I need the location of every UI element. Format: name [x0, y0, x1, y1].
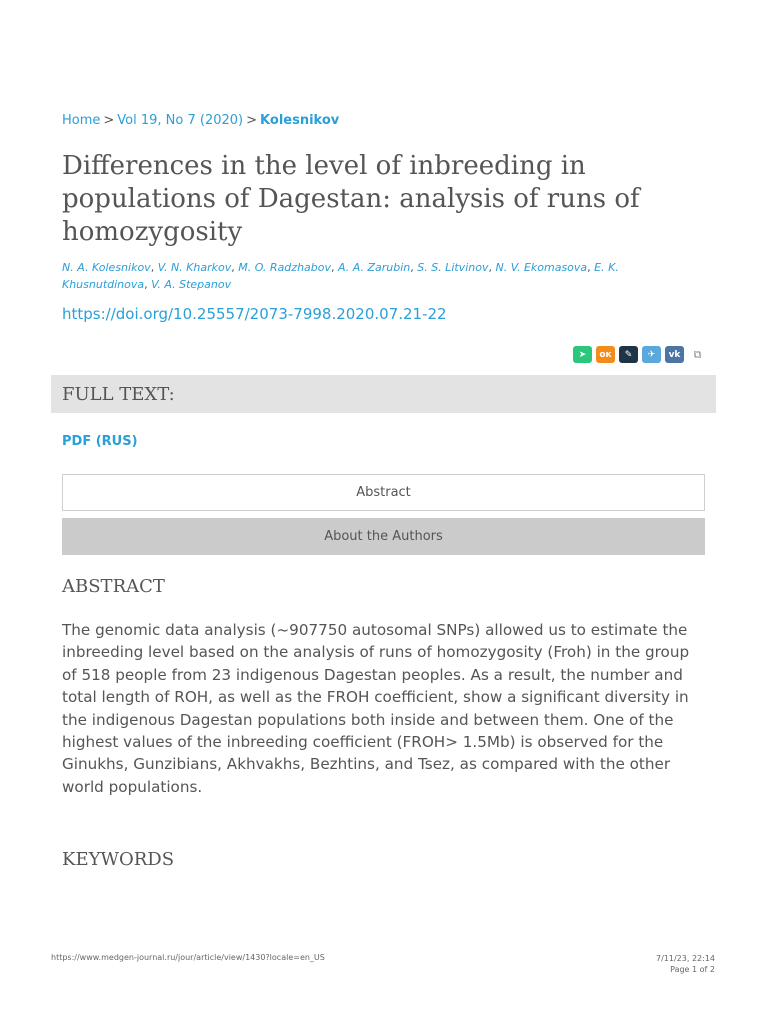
author-separator: ,	[488, 261, 496, 274]
author-separator: ,	[331, 261, 338, 274]
tab-abstract[interactable]: Abstract	[62, 474, 705, 511]
vk-icon[interactable]: vk	[665, 346, 684, 363]
full-text-heading: FULL TEXT:	[62, 384, 175, 405]
author-link[interactable]: M. O. Radzhabov	[238, 261, 331, 274]
author-separator: ,	[144, 278, 152, 291]
abstract-text: The genomic data analysis (~907750 autosomal SNPs) allowed us to estimate the inbreeding level based on the analysis of runs of homozygosity (Froh) in the group of 518 people from 23 indigenous Dagestan peoples. As a result, the number and total length of ROH, as well as the FROH coefficient, show a significant diversity in the indigenous Dagestan populations both inside and between them. One of the highest values of the inbreeding coefficient (FROH> 1.5Mb) is observed for the Ginukhs, Gunzibians, Akhvakhs, Bezhtins, and Tsez, as compared with the other world populations.	[62, 621, 690, 796]
pdf-download-link[interactable]: PDF (RUS)	[62, 434, 138, 449]
messenger-icon[interactable]: ➤	[573, 346, 592, 363]
footer-page-number: Page 1 of 2	[670, 965, 715, 974]
breadcrumb-issue-link[interactable]: Vol 19, No 7 (2020)	[117, 113, 244, 128]
footer-url: https://www.medgen-journal.ru/jour/article/view/1430?locale=en_US	[51, 953, 325, 962]
author-link[interactable]: N. V. Ekomasova	[495, 261, 588, 274]
breadcrumb	[62, 113, 339, 128]
livejournal-icon[interactable]: ✎	[619, 346, 638, 363]
footer-datetime: 7/11/23, 22:14	[656, 954, 715, 963]
author-link[interactable]: S. S. Litvinov	[417, 261, 489, 274]
telegram-icon[interactable]: ✈	[642, 346, 661, 363]
keywords-heading: KEYWORDS	[62, 849, 175, 870]
footer-meta	[656, 953, 715, 975]
author-separator: ,	[231, 261, 239, 274]
author-list	[62, 259, 682, 293]
tab-about-authors[interactable]: About the Authors	[62, 518, 705, 555]
breadcrumb-separator: >	[103, 113, 115, 128]
breadcrumb-current[interactable]: Kolesnikov	[260, 113, 340, 128]
breadcrumb-home-link[interactable]: Home	[62, 113, 101, 128]
author-link[interactable]: N. A. Kolesnikov	[62, 261, 151, 274]
author-separator: ,	[587, 261, 595, 274]
breadcrumb-separator: >	[246, 113, 258, 128]
abstract-heading: ABSTRACT	[62, 576, 165, 597]
copy-icon[interactable]: ⧉	[688, 346, 707, 363]
author-link[interactable]: V. N. Kharkov	[157, 261, 232, 274]
share-buttons	[573, 346, 707, 363]
author-separator: ,	[410, 261, 418, 274]
author-link[interactable]: A. A. Zarubin	[338, 261, 411, 274]
doi-link[interactable]: https://doi.org/10.25557/2073-7998.2020.07.21-22	[62, 305, 447, 323]
author-link[interactable]: V. A. Stepanov	[151, 278, 232, 291]
author-separator: ,	[150, 261, 158, 274]
odnoklassniki-icon[interactable]: ок	[596, 346, 615, 363]
author-link[interactable]: E. K. Khusnutdinova	[62, 261, 619, 291]
article-title: Differences in the level of inbreeding in populations of Dagestan: analysis of runs of homozygosity	[62, 151, 640, 247]
full-text-bar	[51, 375, 716, 413]
